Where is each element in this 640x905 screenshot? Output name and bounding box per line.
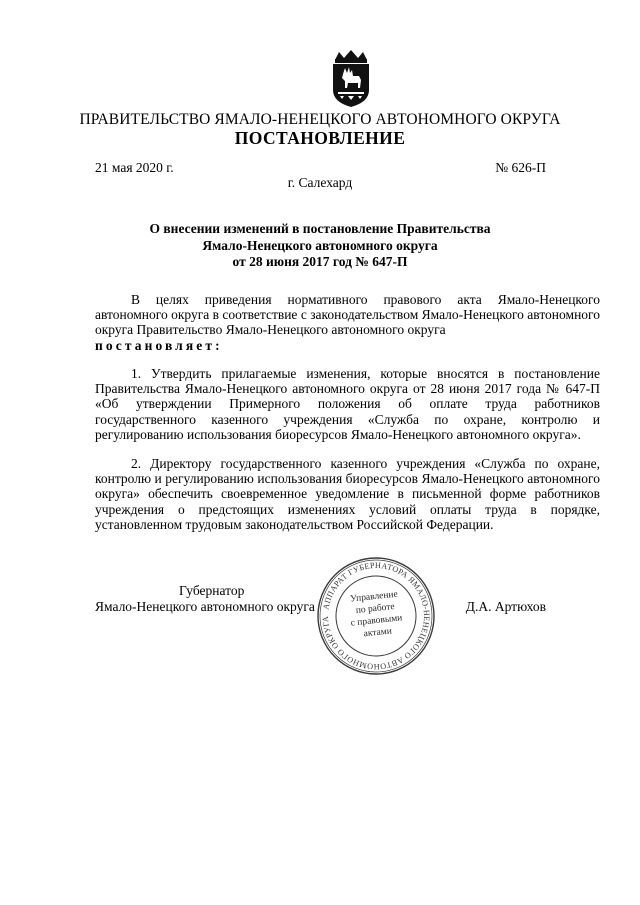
document-date: 21 мая 2020 г. [95, 160, 174, 175]
stamp-center-line: Управление [349, 589, 399, 605]
yamal-nenets-coat-of-arms-icon [323, 50, 379, 108]
decree-item-1: 1. Утвердить прилагаемые изменения, которые вносятся в постановление Правительства Ямало-Ненецкого автономного округа от 28 июня 2017 года № 647-П «Об утверждении Примерного положения об оплате труда работников государственного казенного учреждения «Служба по охране, контролю и регулированию использования биоресурсов Ямало-Ненецкого автономного округа». [95, 366, 600, 442]
decree-word: постановляет: [95, 337, 223, 353]
decree-item-2: 2. Директору государственного казенного учреждения «Служба по охране, контролю и регулированию использования биоресурсов Ямало-Ненецкого автономного округа» обеспечить своевременное уведомление в письменной форме работников учреждения о предстоящих изменениях условий оплаты труда в порядке, установленном трудовым законодательством Российской Федерации. [95, 456, 600, 532]
signer-position-line: Ямало-Ненецкого автономного округа [95, 598, 315, 614]
signer-position [95, 583, 335, 614]
document-type-title: ПОСТАНОВЛЕНИЕ [234, 128, 406, 148]
document-subject [0, 221, 640, 271]
stamp-center-line: с правовыми [350, 613, 403, 629]
preamble-text: В целях приведения нормативного правового акта Ямало-Ненецкого автономного округа в соответствие с законодательством Ямало-Ненецкого автономного округа Правительство Ямало-Ненецкого автономного округа [95, 292, 600, 338]
subject-line: Ямало-Ненецкого автономного округа [202, 237, 438, 253]
stamp-ring-text: АППАРАТ ГУБЕРНАТОРА ЯМАЛО-НЕНЕЦКОГО АВТОНОМНОГО ОКРУГА [320, 560, 432, 672]
government-name: ПРАВИТЕЛЬСТВО ЯМАЛО-НЕНЕЦКОГО АВТОНОМНОГО ОКРУГА [79, 111, 561, 128]
subject-line: О внесении изменений в постановление Правительства [149, 221, 491, 236]
subject-line: от 28 июня 2017 год № 647-П [232, 254, 408, 269]
signer-name: Д.А. Артюхов [465, 599, 546, 614]
preamble-paragraph [95, 292, 600, 353]
document-city: г. Салехард [287, 175, 353, 190]
stamp-center-line: актами [363, 626, 393, 640]
official-stamp [316, 556, 436, 676]
signer-position-line: Губернатор [179, 583, 245, 598]
document-number: № 626-П [495, 160, 546, 175]
stamp-center-line: по работе [355, 602, 396, 617]
